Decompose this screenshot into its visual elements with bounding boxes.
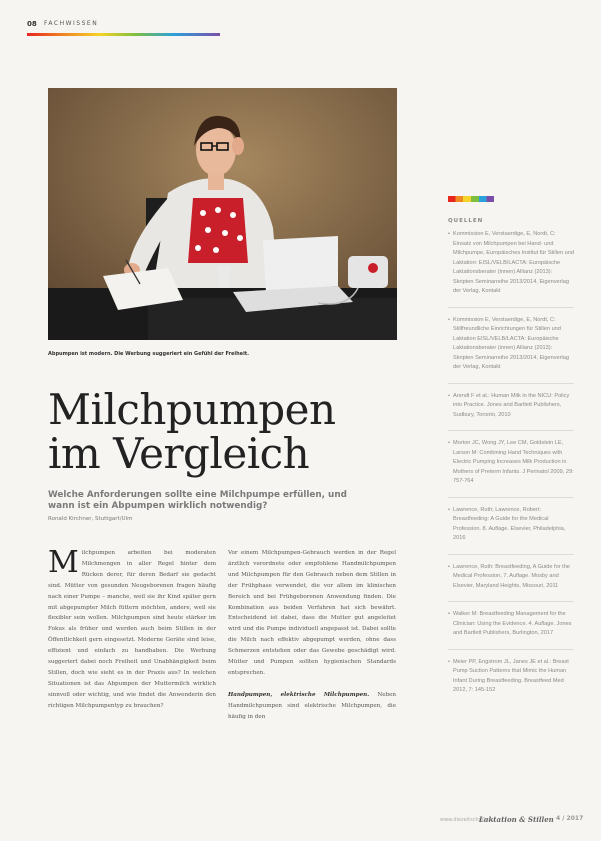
section-label: FACHWISSEN (44, 20, 99, 27)
body-column-1-text: ilchpumpen arbeiten bei moderaten Milchmengen in aller Regel hinter dem Rücken derer, für deren Bedarf sie gedacht sind. Mütter von gesunden Neugeborenen fragen häufig nach einer Pumpe – manche, weil sie ihr Kind später gern mit abgepumpter Milch füttern möchten, andere, weil sie flexibler sein wollen. Milchpumpen sind heute stärker im Fokus als früher und werden auch beim Stillen in der Öffentlichkeit gern eingesetzt. Moderne Geräte sind leise, effizient und einfach zu handhaben. Die Werbung suggeriert dabei noch Freiheit und Unabhängigkeit beim Stillen, doch wie sieht es in der Praxis aus? In welchen Situationen ist das Abpumpen der Muttermilch wirklich sinnvoll oder wichtig, und wie findet die Anwenderin den richtigen Milchpumpentyp zu brauchen? (48, 550, 216, 709)
source-item: • Arendt F et al.: Human Milk in the NICU: Policy into Practice. Jones and Bartlett Publishers, Sudbury, Toronto, 2010 (448, 383, 574, 421)
source-item: • Kommission E, Verstaerdige, E, Nordt, C: Stillfreundliche Einrichtungen für Stillen und Laktation EISL/VELB/LACTA: Europäische Laktationsberater (innen) Allianz (2013): Skripten Seminarreihe 2013/2014, Eigenverlag der Verlag, Kontakt (448, 307, 574, 373)
footer-magazine-name: Laktation & Stillen (479, 815, 554, 824)
rainbow-divider (27, 33, 220, 36)
source-item: • Meier PP, Engstrom JL, Janes JE et al.: Breast Pump Suction Patterns that Mimic the Human Infant During Breastfeeding. Breastfeed Med 2012, 7: 145-152 (448, 649, 574, 696)
sidebar-color-bar (448, 196, 494, 202)
body-column-2-text-continued: Neben Handmilchpumpen sind elektrische Milchpumpen, die häufig in den (228, 691, 397, 720)
source-item: • Walker M: Breastfeeding Management for the Clinician: Using the Evidence. 4. Auflage. Jones and Bartlett Publishers, Burlington, 2017 (448, 601, 574, 639)
body-column-1 (48, 545, 216, 712)
source-item: • Lawrence, Ruth: Breastfeeding, A Guide for the Medical Profession, 7. Auflage. Mosby and Elsevier, Maryland Heights, Missouri, 2011 (448, 554, 574, 592)
article-lead: Welche Anforderungen sollte eine Milchpumpe erfüllen, und wann ist ein Abpumpen wirklich notwendig? (48, 490, 347, 511)
body-column-2 (228, 548, 396, 723)
source-item: • Morton JC, Wong JY, Lee CM, Goldstein LE, Larson M: Combining Hand Techniques with Electric Pumping Increases Milk Production in Mothers of Preterm Infants. J Perinatol 2009, 29: 757-764 (448, 430, 574, 487)
source-item: • Kommission E, Verstaerdige, E, Nordt, C: Einsatz von Milchpumpen bei Hand- und Milchpumpe, Europäisches Institut für Stillen und Laktation: EISL/VELB/LACTA: Europäische Laktationsberater (innen) Allianz (2013): Skripten Seminarreihe 2013/2014, Eigenverlag der Verlag, Kontakt (448, 230, 574, 297)
drop-cap: M (48, 545, 79, 580)
body-subheading: Handpumpen, elektrische Milchpumpen. (228, 691, 370, 698)
source-item: • Lawrence, Ruth; Lawrence, Robert: Breastfeeding: A Guide for the Medical Profession. 8. Auflage. Elsevier, Philadelphia, 2016 (448, 497, 574, 544)
article-title-line-2: im Vergleich (48, 429, 310, 478)
photo-caption: Abpumpen ist modern. Die Werbung suggeriert ein Gefühl der Freiheit. (48, 351, 250, 357)
article-title (48, 385, 408, 478)
footer-website: www.diezeitschrift.de (440, 817, 494, 823)
article-byline: Ronald Kirchner, Stuttgart/Ulm (48, 516, 133, 522)
article-title-line-1: Milchpumpen (48, 385, 336, 434)
article-photo (48, 88, 397, 340)
footer-issue: 4 / 2017 (556, 815, 584, 822)
sources-heading: QUELLEN (448, 218, 484, 224)
page-number: 08 (27, 20, 37, 28)
body-column-2-text: Vor einem Milchpumpen-Gebrauch werden in der Regel ärztlich verordnete oder empfohlene Handmilchpumpen und Milchpumpen für den Gebrauch neben dem Stillen in der Frühphase verwendet, die vor allem im klinischen Bereich und bei Frühgeborenen Anwendung finden. Die Kombination aus beiden Verfahren hat sich bewährt. Entscheidend ist dabei, dass die Mutter gut angeleitet wird und die Pumpe individuell angepasst ist. Dabei sollte die Milch nach effektiv abgepumpt werden, ohne dass Schmerzen entstehen oder das Gewebe geschädigt wird. Mütter und Pumpen sollten hygienischen Standards entsprechen. (228, 550, 396, 676)
sources-list (448, 230, 574, 706)
